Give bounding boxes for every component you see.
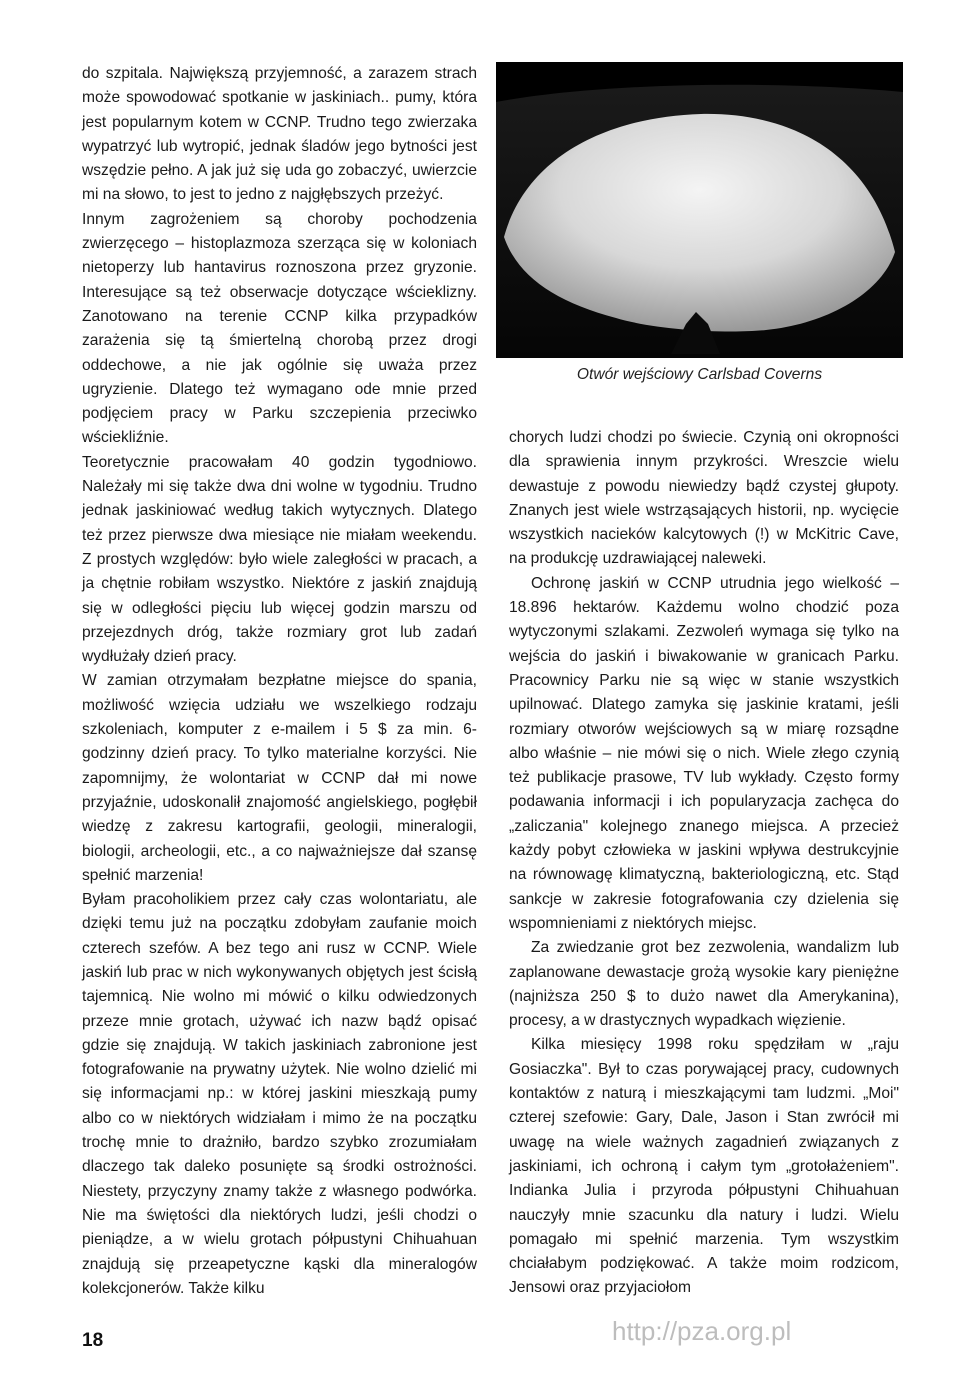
paragraph: chorych ludzi chodzi po świecie. Czynią oni okropności dla sprawienia innym przykrości. Wreszcie wielu dewastuje z powodu niewiedzy bądź czystej głupoty. Znanych jest wiele wstrząsających historii, np. wycięcie wszystkich nacieków kalcytowych (!) w McKitric Cave, na produkcję uzdrawiającej naleweki. bbox=[509, 429, 899, 568]
photo-caption: Otwór wejściowy Carlsbad Coverns bbox=[576, 366, 823, 383]
right-column bbox=[509, 426, 899, 1301]
cave-photo-graphic bbox=[496, 62, 903, 358]
paragraph: W zamian otrzymałam bezpłatne miejsce do spania, możliwość wzięcia udziału we wszelkiego rodzaju szkoleniach, komputer z e-mailem i 5 $ za min. 6-godzinny dzień pracy. To tylko materialne korzyści. Nie zapomnijmy, że wolontariat w CCNP dał mi nowe przyjaźnie, udoskonalił znajomość angielskiego, pogłębił wiedzę z zakresu kartografii, geologii, mineralogii, biologii, archeologii, etc., a co najważniejsze dał szansę spełnić marzenia! bbox=[82, 672, 477, 884]
cave-entrance-photo bbox=[496, 62, 903, 358]
paragraph: do szpitala. Największą przyjemność, a zarazem strach może spowodować spotkanie w jaskiniach.. pumy, która jest popularnym kotem w CCNP. Trudno tego zwierzaka wypatrzyć lub wytropić, jednak śladów jego bytności jest wszędzie pełno. A jak już się uda go zobaczyć, uwierzcie mi na słowo, to jest to jedno z najgłębszych przeżyć. bbox=[82, 65, 477, 204]
paragraph: Ochronę jaskiń w CCNP utrudnia jego wielkość – 18.896 hektarów. Każdemu wolno chodzić poza wytyczonymi szlakami. Zezwoleń wymaga się tylko na wejścia do jaskiń i biwakowanie w granicach Parku. Pracownicy Parku nie są więc w stanie wszystkich upilnować. Dlatego zamyka się jaskinie kratami, jeśli rozmiary otworów wejściowych są w miarę rozsądne albo właśnie – nie mówi się o nich. Wiele złego czynią też publikacje prasowe, TV lub wykłady. Często formy podawania informacji i ich popularyzacja zachęca do „zaliczania" kolejnego znanego miejsca. A przecież każdy pobyt człowieka w jaskini wpływa destrukcyjnie na równowagę klimatyczną, bakteriologiczną, etc. Stąd sankcje w zakresie fotografowania czy dzielenia się wspomnieniami z niektórych miejsc. bbox=[509, 574, 899, 932]
left-column bbox=[82, 62, 477, 1301]
paragraph: Za zwiedzanie grot bez zezwolenia, wandalizm lub zaplanowane dewastacje grożą wysokie kary pieniężne (najniższa 250 $ to dużo nawet dla Amerykanina), procesy, a w drastycznych wypadkach więzienie. bbox=[509, 939, 899, 1030]
paragraph: Kilka miesięcy 1998 roku spędziłam w „raju Gosiaczka". Był to czas porywającej pracy, cudownych kontaktów z naturą i mieszkającymi tam ludzmi. „Moi" czterej szefowie: Gary, Dale, Jason i Stan zwrócił mi uwagę na wiele ważnych zagadnień związanych z jaskiniami, ich ochroną i całym tym „grotołażeniem". Indianka Julia i przyroda półpustyni Chihuahuan nauczyły mnie szacunku dla natury i ludzi. Wielu pomagało mi spełnić marzenia. Tym wszystkim chciałabym podziękować. A także moim rodzicom, Jensowi oraz przyjaciołom bbox=[509, 1036, 899, 1297]
paragraph: Teoretycznie pracowałam 40 godzin tygodniowo. Należały mi się także dwa dni wolne w tygodniu. Trudno jednak jaskiniować według takich wytycznych. Dlatego też przez pierwsze dwa miesiące nie miałam weekendu. Z prostych względów: było wiele zaległości w pracach, a ja chętnie robiłam wszystko. Niektóre z jaskiń znajdują się w odległości pięciu lub więcej godzin marszu od przejezdnych dróg, także rozmiary grot lub zadań wydłużały dzień pracy. bbox=[82, 453, 477, 666]
paragraph: Innym zagrożeniem są choroby pochodzenia zwierzęcego – histoplazmoza szerząca się w koloniach nietoperzy lub hantavirus roznoszona przez gryzonie. Interesujące są też obserwacje dotyczące wścieklizny. Zanotowano na terenie CCNP kilka przypadków zarażenia się tą śmiertelną chorobą przez drogi oddechowe, a nie jak ogólnie się uważa przez ugryzienie. Dlatego też wymagano ode mnie przed podjęciem pracy w Parku szczepienia przeciwko wściekliźnie. bbox=[82, 210, 477, 447]
page-number: 18 bbox=[82, 1330, 104, 1351]
paragraph: Byłam pracoholikiem przez cały czas wolontariatu, ale dzięki temu już na początku zdobyłam zaufanie moich czterech szefów. A bez tego ani rusz w CCNP. Wiele jaskiń lub prac w nich wykonywanych objętych jest ścisłą tajemnicą. Nie wolno mi mówić o kilku odwiedzonych przeze mnie grotach, używać ich nazw bądź opisać gdzie się znajdują. W takich jaskiniach zabronione jest fotografowanie na prywatny użytek. Nie wolno dzielić mi się informacjami np.: w której jaskini mieszkają pumy albo co w niektórych widziałam i mimo że na początku trochę mnie to drażniło, bardzo szybko zrozumiałam dlaczego tak daleko posunięte są środki ostrożności. Niestety, przyczyny znamy także z własnego podwórka. Nie ma świętości dla niektórych ludzi, jeśli chodzi o pieniądze, a w wielu grotach półpustyni Chihuahuan znajdują się przeapetyczne kąski dla mineralogów kolekcjonerów. Także kilku bbox=[82, 891, 477, 1297]
source-url-watermark: http://pza.org.pl bbox=[612, 1316, 792, 1346]
